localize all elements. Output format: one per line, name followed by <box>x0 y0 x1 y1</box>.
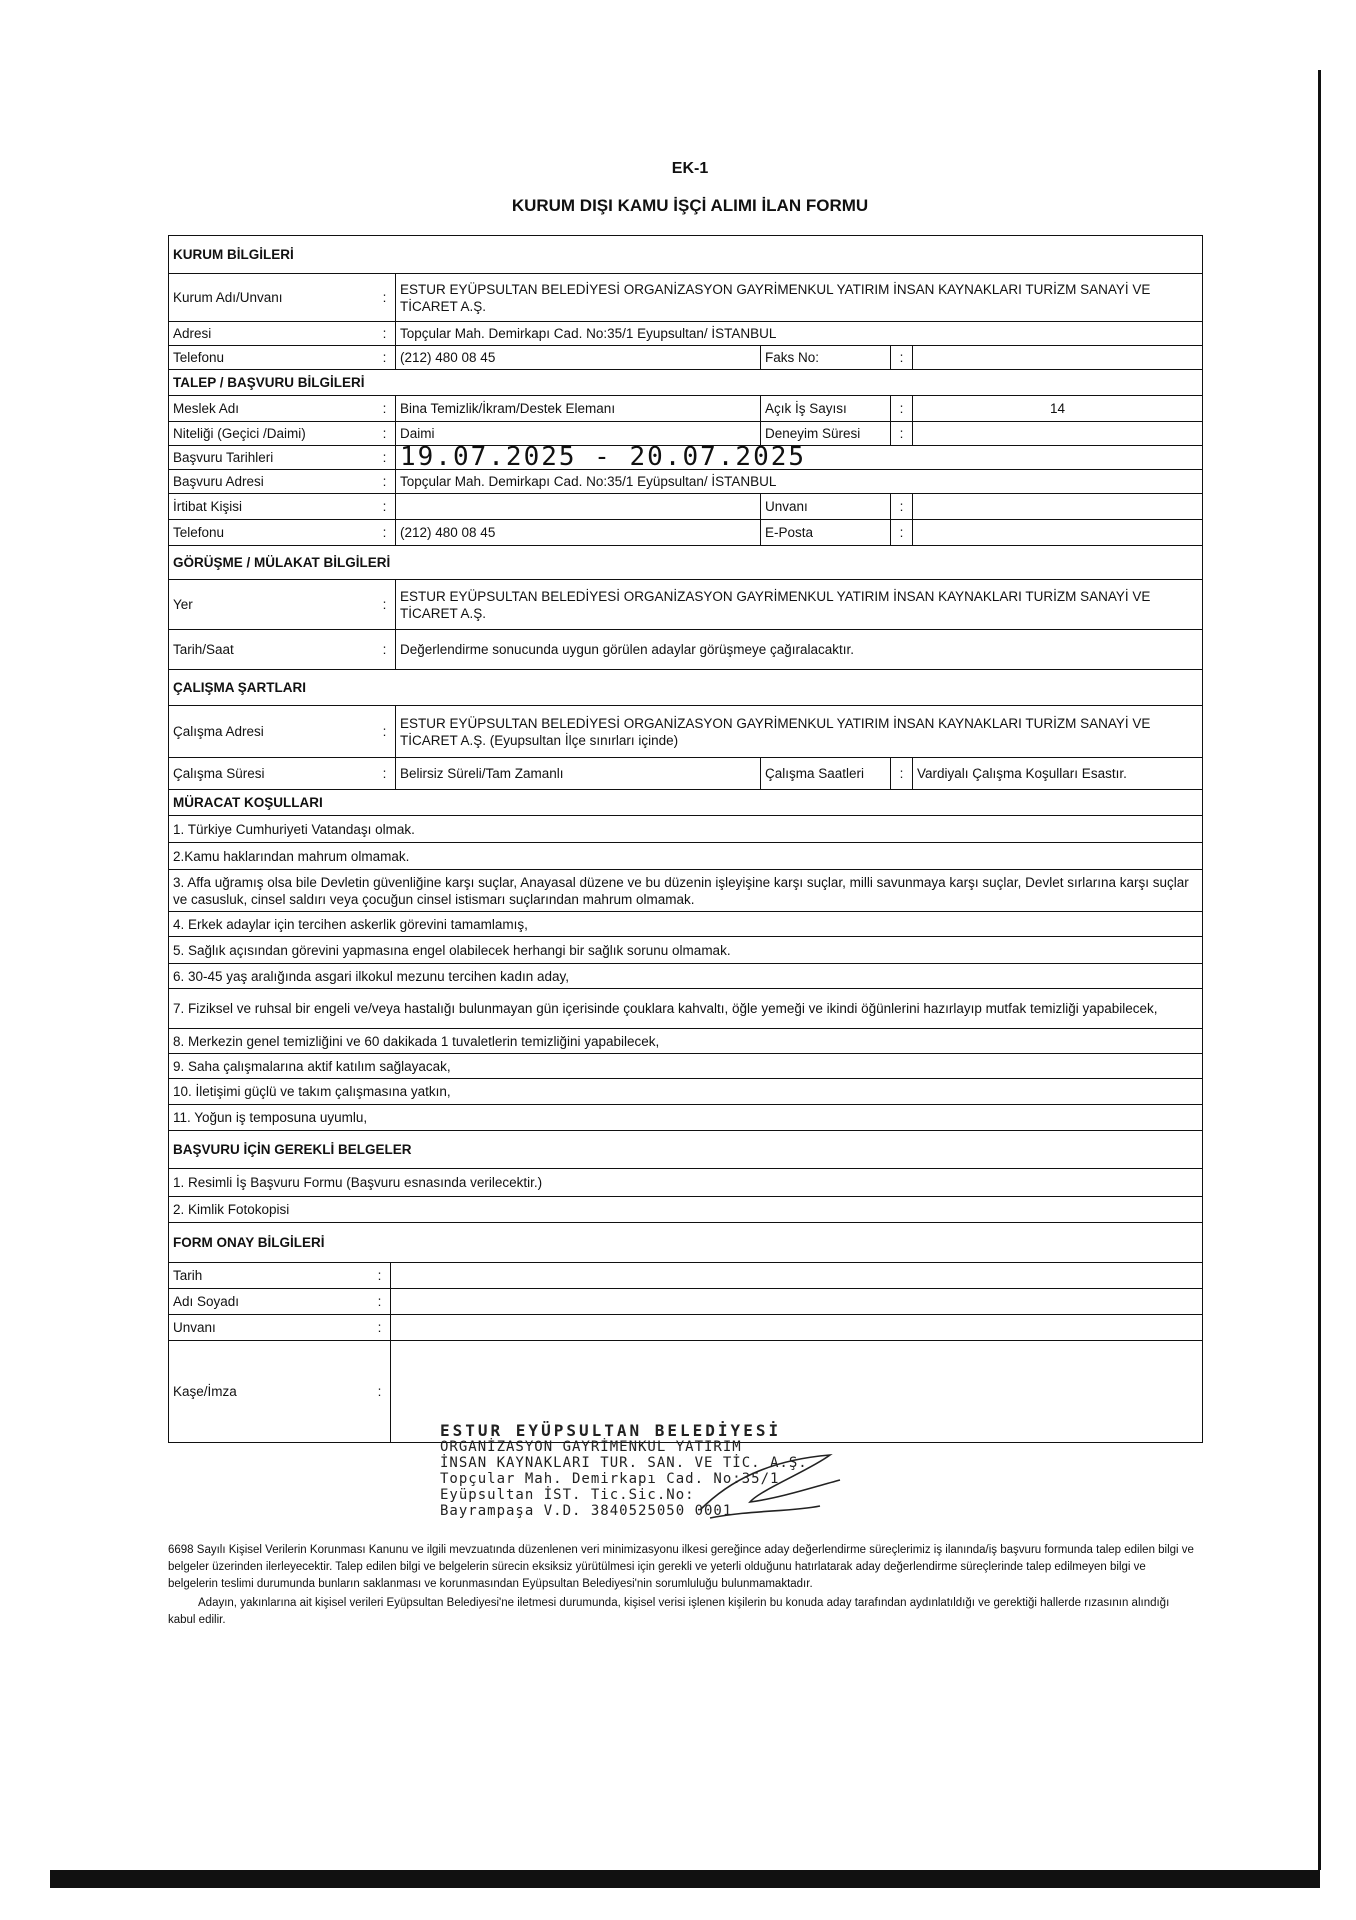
colon: : <box>891 758 913 789</box>
fax-label: Faks No: <box>761 346 891 369</box>
section-title: TALEP / BAŞVURU BİLGİLERİ <box>173 375 365 390</box>
colon: : <box>374 396 396 421</box>
row-interview-place <box>169 580 1203 630</box>
email-label: E-Posta <box>761 520 891 545</box>
email-value <box>913 520 1202 545</box>
colon: : <box>891 396 913 421</box>
document-item <box>169 1197 1203 1223</box>
document-text: 2. Kimlik Fotokopisi <box>173 1202 290 1217</box>
colon: : <box>369 1289 391 1314</box>
contact-phone-value: (212) 480 08 45 <box>396 520 761 545</box>
colon: : <box>374 580 396 629</box>
open-positions-label: Açık İş Sayısı <box>761 396 891 421</box>
section-talep-header <box>169 370 1203 396</box>
row-contact-phone <box>169 520 1203 546</box>
section-muracat-header <box>169 790 1203 816</box>
condition-item <box>169 964 1203 989</box>
row-kurum-phone <box>169 346 1203 370</box>
page-title: KURUM DIŞI KAMU İŞÇİ ALIMI İLAN FORMU <box>511 196 869 215</box>
announcement-form <box>168 235 1203 1443</box>
colon: : <box>374 494 396 519</box>
condition-text: 5. Sağlık açısından görevini yapmasına engel olabilecek herhangi bir sağlık sorunu olmamak. <box>173 942 731 958</box>
condition-text: 9. Saha çalışmalarına aktif katılım sağlayacak, <box>173 1058 451 1074</box>
section-onay-header <box>169 1223 1203 1263</box>
colon: : <box>369 1263 391 1288</box>
section-calisma-header <box>169 670 1203 706</box>
contact-value <box>396 494 761 519</box>
work-address-value: ESTUR EYÜPSULTAN BELEDİYESİ ORGANİZASYON GAYRİMENKUL YATIRIM İNSAN KAYNAKLARI TURİZM SANAYİ VE TİCARET A.Ş. (Eyupsultan İlçe sınırları içinde) <box>400 715 1151 748</box>
condition-item <box>169 912 1203 937</box>
colon: : <box>891 422 913 445</box>
stamp-line: Bayrampaşa V.D. 3840525050 0001 <box>440 1503 733 1519</box>
interview-place-label: Yer <box>173 597 193 612</box>
colon: : <box>374 520 396 545</box>
condition-item <box>169 1054 1203 1079</box>
colon: : <box>374 630 396 669</box>
condition-text: 1. Türkiye Cumhuriyeti Vatandaşı olmak. <box>173 821 415 837</box>
colon: : <box>374 446 396 469</box>
section-title: MÜRACAT KOŞULLARI <box>173 795 323 810</box>
signature-icon <box>690 1440 850 1530</box>
section-title: BAŞVURU İÇİN GEREKLİ BELGELER <box>173 1142 412 1157</box>
open-positions-value: 14 <box>1049 401 1066 416</box>
condition-item <box>169 937 1203 964</box>
colon: : <box>891 520 913 545</box>
row-approval-name <box>169 1289 1203 1315</box>
document-text: 1. Resimli İş Başvuru Formu (Başvuru esnasında verilecektir.) <box>173 1175 543 1190</box>
row-dates <box>169 442 1203 472</box>
section-title: ÇALIŞMA ŞARTLARI <box>173 680 306 695</box>
approval-name-label: Adı Soyadı <box>173 1294 240 1309</box>
section-title: GÖRÜŞME / MÜLAKAT BİLGİLERİ <box>173 555 391 570</box>
colon: : <box>369 1315 391 1340</box>
condition-text: 6. 30-45 yaş aralığında asgari ilkokul mezunu tercihen kadın aday, <box>173 968 569 984</box>
colon: : <box>374 346 396 369</box>
condition-item <box>169 989 1203 1029</box>
section-kurum-header <box>169 236 1203 274</box>
approval-name-value <box>391 1289 1202 1314</box>
stamp-line: İNSAN KAYNAKLARI TUR. SAN. VE TİC. A.Ş. <box>440 1455 808 1471</box>
condition-text: 4. Erkek adaylar için tercihen askerlik görevini tamamlamış, <box>173 916 528 932</box>
kurum-address-label: Adresi <box>173 326 212 341</box>
colon: : <box>374 274 396 321</box>
section-belgeler-header <box>169 1131 1203 1169</box>
row-job <box>169 396 1203 422</box>
colon: : <box>369 1341 391 1442</box>
colon: : <box>891 346 913 369</box>
row-work-duration <box>169 758 1203 790</box>
contact-title-label: Unvanı <box>761 494 891 519</box>
contact-phone-label: Telefonu <box>173 525 225 540</box>
document-item <box>169 1169 1203 1197</box>
condition-item <box>169 1105 1203 1131</box>
row-kurum-address <box>169 322 1203 346</box>
approval-title-value <box>391 1315 1202 1340</box>
row-contact <box>169 494 1203 520</box>
row-approval-date <box>169 1263 1203 1289</box>
work-duration-value: Belirsiz Süreli/Tam Zamanlı <box>396 758 761 789</box>
stamp-line: Eyüpsultan İST. Tic.Sic.No: <box>440 1487 695 1503</box>
row-app-address <box>169 470 1203 494</box>
condition-text: 11. Yoğun iş temposuna uyumlu, <box>173 1110 368 1125</box>
section-title: FORM ONAY BİLGİLERİ <box>173 1235 325 1250</box>
job-value: Bina Temizlik/İkram/Destek Elemanı <box>396 396 761 421</box>
condition-text: 10. İletişimi güçlü ve takım çalışmasına yatkın, <box>173 1084 451 1099</box>
condition-text: 8. Merkezin genel temizliğini ve 60 dakikada 1 tuvaletlerin temizliğini yapabilecek, <box>173 1033 660 1049</box>
kvkk-notice <box>168 1542 1198 1631</box>
condition-item <box>169 870 1203 912</box>
contact-title-value <box>913 494 1202 519</box>
kurum-phone-value: (212) 480 08 45 <box>396 346 761 369</box>
kurum-name-value: ESTUR EYÜPSULTAN BELEDİYESİ ORGANİZASYON GAYRİMENKUL YATIRIM İNSAN KAYNAKLARI TURİZM SANAYİ VE TİCARET A.Ş. <box>400 281 1151 314</box>
dates-value: 19.07.2025 - 20.07.2025 <box>400 442 807 472</box>
colon: : <box>374 422 396 445</box>
condition-item <box>169 816 1203 843</box>
stamp-line: ORGANİZASYON GAYRİMENKUL YATIRIM <box>440 1439 742 1455</box>
page-edge-line <box>1318 70 1321 1870</box>
kurum-name-label: Kurum Adı/Unvanı <box>173 290 283 305</box>
approval-date-label: Tarih <box>173 1268 203 1283</box>
app-address-value: Topçular Mah. Demirkapı Cad. No:35/1 Eyüpsultan/ İSTANBUL <box>400 474 777 489</box>
interview-time-label: Tarih/Saat <box>173 642 234 657</box>
interview-place-value: ESTUR EYÜPSULTAN BELEDİYESİ ORGANİZASYON GAYRİMENKUL YATIRIM İNSAN KAYNAKLARI TURİZM SANAYİ VE TİCARET A.Ş. <box>400 588 1151 621</box>
colon: : <box>374 706 396 757</box>
fax-value <box>913 346 1202 369</box>
condition-text: 3. Affa uğramış olsa bile Devletin güvenliğine karşı suçlar, Anayasal düzene ve bu düzenin işleyişine karşı suçlar, milli savunmaya karşı suçlar, Devlet sırlarına karşı suçlar ve casusluk, cinsel saldırı veya çocuğun cinsel istismarı suçlarından mahrum olmamak. <box>173 874 1189 907</box>
condition-item <box>169 843 1203 870</box>
section-gorusme-header <box>169 546 1203 580</box>
section-title: KURUM BİLGİLERİ <box>173 247 294 262</box>
colon: : <box>374 758 396 789</box>
job-label: Meslek Adı <box>173 401 240 416</box>
approval-stamp-label: Kaşe/İmza <box>173 1384 237 1399</box>
dates-label: Başvuru Tarihleri <box>173 450 274 465</box>
approval-date-value <box>391 1263 1202 1288</box>
row-kurum-name <box>169 274 1203 322</box>
row-interview-time <box>169 630 1203 670</box>
kurum-phone-label: Telefonu <box>173 350 225 365</box>
condition-text: 2.Kamu haklarından mahrum olmamak. <box>173 848 410 864</box>
work-hours-value: Vardiyalı Çalışma Koşulları Esastır. <box>917 766 1127 781</box>
row-approval-title <box>169 1315 1203 1341</box>
condition-item <box>169 1029 1203 1054</box>
work-duration-label: Çalışma Süresi <box>173 766 265 781</box>
page-bottom-bar <box>50 1870 1320 1888</box>
work-hours-label: Çalışma Saatleri <box>761 758 891 789</box>
notice-paragraph: 6698 Sayılı Kişisel Verilerin Korunması Kanunu ve ilgili mevzuatında düzenlenen veri minimizasyonu ilkesi gereğince aday değerlendirme süreçlerimiz iş ilanında/iş başvuru formunda talep edilen bilgi ve belgeler üzerinden ilerleyecektir. Talep edilen bilgi ve belgelerin sürecin eksiksiz yürütülmesi için gerekli ve yeterli olduğunu hatırlatarak aday değerlendirme süreçlerinde talep edilmeyen bilgi ve belgelerin teslimi durumunda bunların saklanması ve korunmasından Eyüpsultan Belediyesi'nin sorumluluğu bulunmamaktadır. <box>168 1544 1194 1590</box>
approval-title-label: Unvanı <box>173 1320 216 1335</box>
stamp-line: ESTUR EYÜPSULTAN BELEDİYESİ <box>440 1421 782 1440</box>
kurum-address-value: Topçular Mah. Demirkapı Cad. No:35/1 Eyupsultan/ İSTANBUL <box>400 326 777 341</box>
colon: : <box>374 322 396 345</box>
form-code: EK-1 <box>671 160 709 177</box>
condition-text: 7. Fiziksel ve ruhsal bir engeli ve/veya hastalığı bulunmayan gün içerisinde çouklara kahvaltı, öğle yemeği ve ikindi öğünlerini hazırlayıp mutfak temizliği yapabilecek, <box>173 1001 1158 1016</box>
condition-item <box>169 1079 1203 1105</box>
trial-label: Deneyim Süresi <box>761 422 891 445</box>
notice-paragraph: Adayın, yakınlarına ait kişisel verileri Eyüpsultan Belediyesi'ne iletmesi durumunda, kişisel verisi işlenen kişilerin bu konuda aday tarafından aydınlatıldığı ve gerektiği hallerde rızasının alındığı kabul edilir. <box>168 1597 1170 1626</box>
colon: : <box>374 470 396 493</box>
colon: : <box>891 494 913 519</box>
stamp-line: Topçular Mah. Demirkapı Cad. No:35/1 <box>440 1471 780 1487</box>
trial-value <box>913 422 1202 445</box>
work-address-label: Çalışma Adresi <box>173 724 264 739</box>
app-address-label: Başvuru Adresi <box>173 474 264 489</box>
contact-label: İrtibat Kişisi <box>173 499 243 514</box>
interview-time-value: Değerlendirme sonucunda uygun görülen adaylar görüşmeye çağıralacaktır. <box>400 642 855 657</box>
row-work-address <box>169 706 1203 758</box>
nature-value: Daimi <box>396 422 761 445</box>
nature-label: Niteliği (Geçici /Daimi) <box>173 426 306 441</box>
